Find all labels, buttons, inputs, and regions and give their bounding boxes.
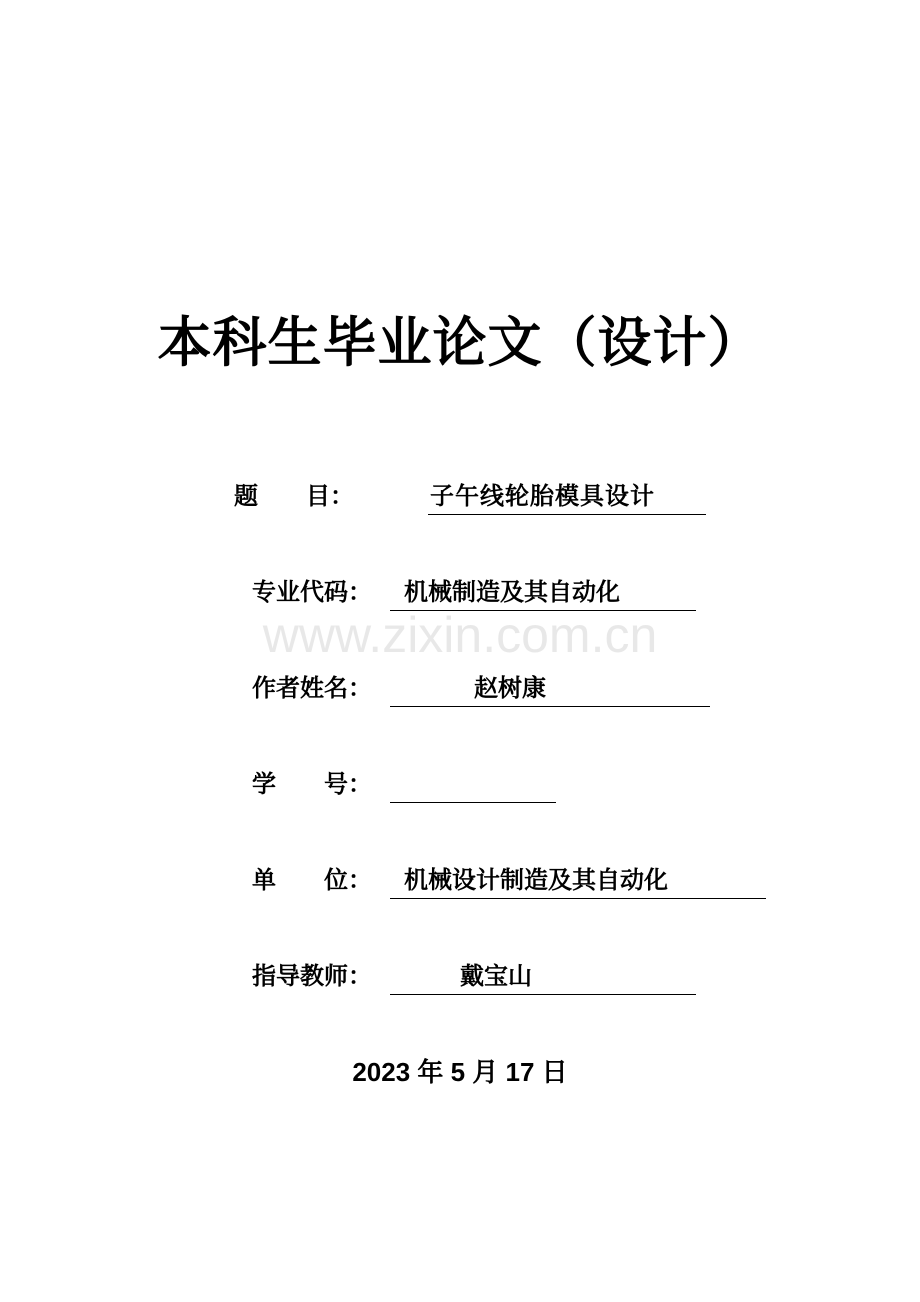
major-code-row — [252, 572, 702, 612]
topic-value: 子午线轮胎模具设计 — [430, 481, 655, 510]
topic-row — [234, 476, 714, 516]
topic-label: 题 目： — [234, 482, 354, 510]
student-id-row — [252, 764, 562, 804]
author-row — [252, 668, 712, 708]
author-value: 赵树康 — [474, 674, 546, 702]
submission-date: 2023 年 5 月 17 日 — [352, 1057, 568, 1087]
unit-value: 机械设计制造及其自动化 — [404, 866, 668, 894]
student-id-field — [390, 764, 556, 803]
watermark: www.zixin.com.cn — [262, 607, 658, 663]
advisor-value: 戴宝山 — [460, 962, 532, 990]
document-title: 本科生毕业论文（设计） — [157, 311, 763, 374]
unit-label: 单 位： — [252, 866, 372, 894]
author-label: 作者姓名： — [252, 674, 372, 702]
student-id-label: 学 号： — [252, 770, 372, 798]
major-code-label: 专业代码： — [252, 578, 372, 606]
advisor-field — [390, 956, 696, 995]
author-field — [390, 668, 710, 707]
major-code-value: 机械制造及其自动化 — [404, 578, 620, 606]
advisor-label: 指导教师： — [252, 962, 372, 990]
unit-row — [252, 860, 772, 900]
advisor-row — [252, 956, 702, 996]
